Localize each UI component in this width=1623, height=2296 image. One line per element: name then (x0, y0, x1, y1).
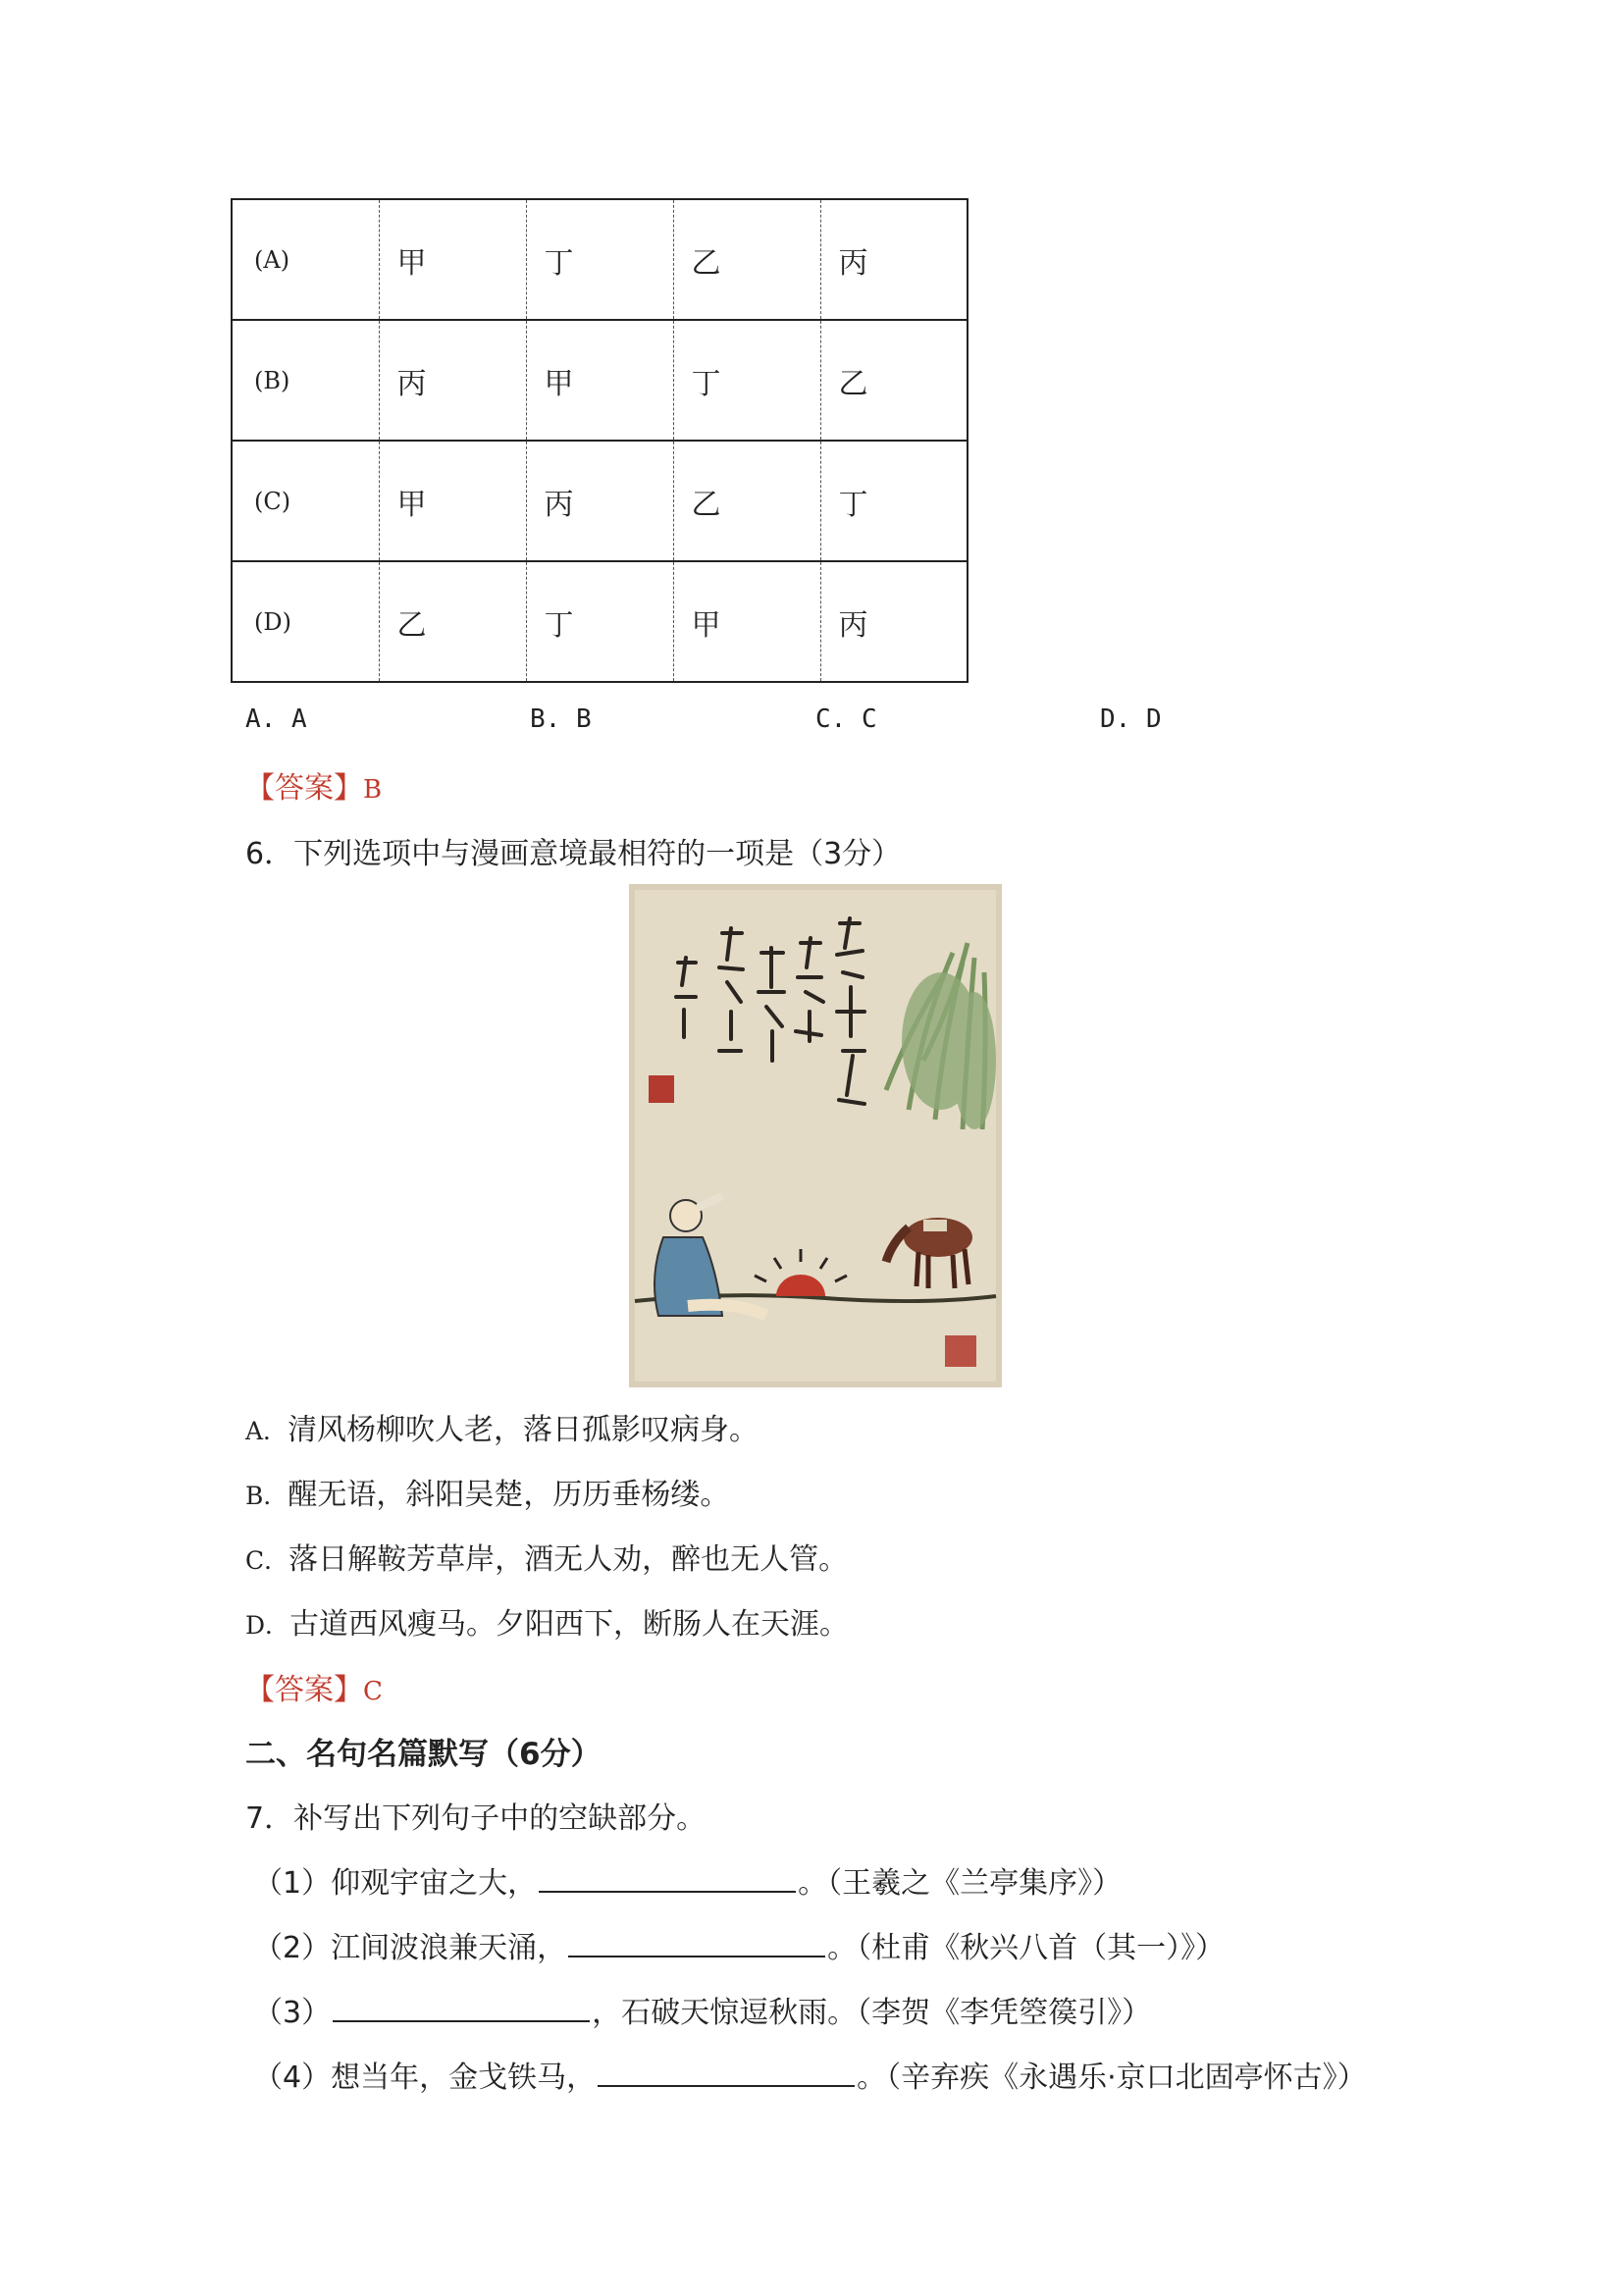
q6-stem: 6．下列选项中与漫画意境最相符的一项是（3分） (245, 837, 902, 871)
table-row (232, 199, 968, 320)
fill-item-3 (253, 1988, 1151, 2031)
q7-stem: 7．补写出下列句子中的空缺部分。 (245, 1801, 707, 1836)
answer-blank[interactable] (333, 1991, 590, 2022)
answer-blank[interactable] (568, 1926, 825, 1957)
section-heading: 二、名句名篇默写（6分） (245, 1737, 602, 1772)
table-cell: 丁 (673, 320, 820, 441)
row-label: (B) (232, 320, 379, 441)
cartoon-painting (629, 884, 1002, 1387)
item-number: （4） (253, 2061, 332, 2095)
table-cell: 丁 (526, 561, 673, 682)
answer-blank[interactable] (539, 1861, 796, 1893)
table-cell: 甲 (379, 199, 526, 320)
option-letter: A． (245, 1417, 288, 1445)
q5-answer (245, 763, 382, 807)
item-after: 。（王羲之《兰亭集序》） (798, 1866, 1123, 1901)
table-cell: 甲 (673, 561, 820, 682)
q6-option-b (245, 1470, 729, 1513)
item-after: 。（杜甫《秋兴八首（其一）》） (827, 1931, 1226, 1965)
answer-blank[interactable] (598, 2056, 855, 2087)
table-cell: 丙 (379, 320, 526, 441)
option-letter: D． (245, 1611, 290, 1640)
item-number: （2） (253, 1931, 332, 1965)
choice-d: D. D (1100, 704, 1162, 734)
answer-label: 【答案】 (245, 1673, 363, 1707)
table-cell: 丙 (526, 441, 673, 561)
item-before: 想当年，金戈铁马， (331, 2061, 597, 2095)
option-letter: B． (245, 1482, 288, 1510)
option-text: 古道西风瘦马。夕阳西下，断肠人在天涯。 (289, 1607, 850, 1642)
answer-label: 【答案】 (245, 771, 363, 806)
seal-icon (945, 1335, 976, 1367)
seal-icon (649, 1075, 674, 1103)
answer-value: B (363, 775, 383, 805)
table-cell: 丙 (820, 199, 968, 320)
option-text: 醒无语，斜阳吴楚，历历垂杨缕。 (288, 1478, 730, 1512)
table-cell: 甲 (526, 320, 673, 441)
row-label: (A) (232, 199, 379, 320)
item-after: 。（辛弃疾《永遇乐·京口北固亭怀古》） (857, 2061, 1367, 2095)
table-row (232, 320, 968, 441)
fill-item-1 (253, 1858, 1122, 1902)
item-before: 江间波浪兼天涌， (331, 1931, 567, 1965)
table-cell: 乙 (379, 561, 526, 682)
item-number: （3） (253, 1996, 332, 2030)
choice-b: B. B (530, 704, 592, 734)
row-label: (C) (232, 441, 379, 561)
option-text: 落日解鞍芳草岸，酒无人劝，醉也无人管。 (288, 1542, 849, 1577)
answer-value: C (363, 1677, 383, 1706)
table-row (232, 561, 968, 682)
table-cell: 乙 (820, 320, 968, 441)
item-number: （1） (253, 1866, 332, 1901)
q6-answer (245, 1665, 383, 1708)
choice-a: A. A (245, 704, 307, 734)
fill-item-2 (253, 1923, 1225, 1966)
fill-item-4 (253, 2053, 1367, 2096)
q6-option-d (245, 1599, 849, 1643)
row-label: (D) (232, 561, 379, 682)
item-after: ，石破天惊逗秋雨。（李贺《李凭箜篌引》） (592, 1996, 1152, 2030)
options-table (231, 198, 969, 683)
table-cell: 丁 (820, 441, 968, 561)
q6-option-c (245, 1535, 848, 1578)
choice-c: C. C (815, 704, 877, 734)
option-text: 清风杨柳吹人老，落日孤影叹病身。 (288, 1413, 759, 1447)
q6-option-a (245, 1405, 759, 1448)
table-cell: 丙 (820, 561, 968, 682)
table-cell: 甲 (379, 441, 526, 561)
table-row (232, 441, 968, 561)
item-before: 仰观宇宙之大， (331, 1866, 538, 1901)
table-cell: 乙 (673, 199, 820, 320)
option-letter: C． (245, 1546, 289, 1575)
table-cell: 乙 (673, 441, 820, 561)
table-cell: 丁 (526, 199, 673, 320)
